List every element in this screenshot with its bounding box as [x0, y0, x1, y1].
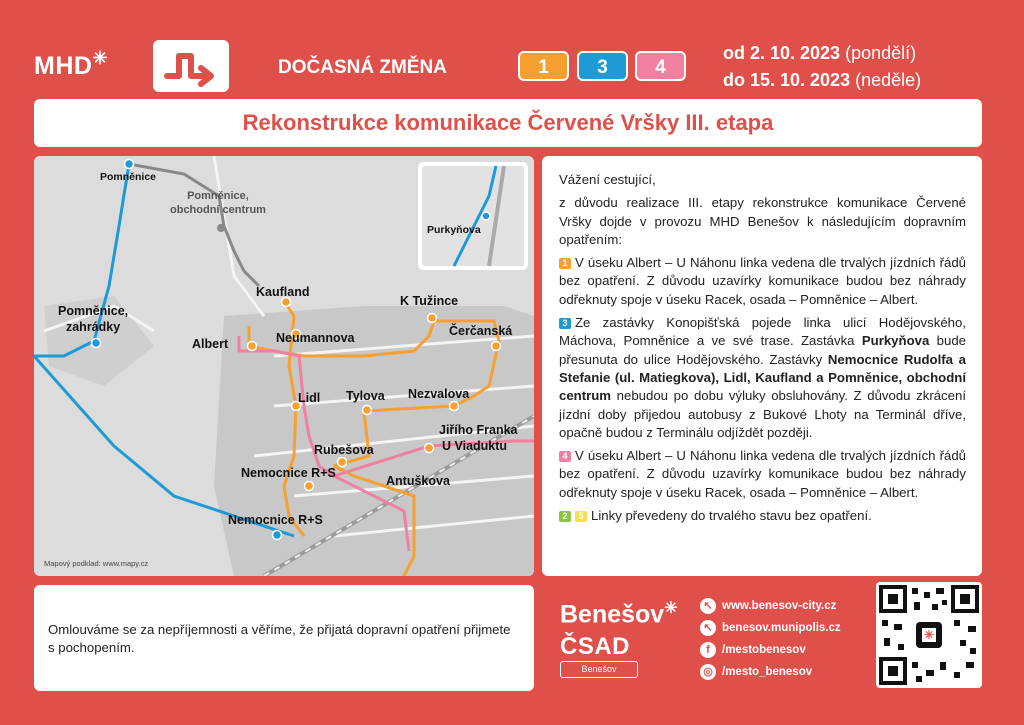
- cursor-icon: ↖: [700, 598, 716, 614]
- mhd-logo: MHD✳: [34, 48, 109, 80]
- map-credit: Mapový podklad: www.mapy.cz: [44, 559, 149, 568]
- apology-text: Omlouváme se za nepříjemnosti a věříme, že přijatá dopravní opatření přijmete s pochopením.: [48, 622, 511, 655]
- date-to: do 15. 10. 2023 (neděle): [723, 70, 922, 90]
- line-badge-1-small: 1: [559, 258, 571, 269]
- map-label-pomnenice: Pomněnice: [100, 171, 157, 183]
- facebook-icon: f: [700, 642, 716, 658]
- map-label-antuskova: Antuškova: [386, 474, 450, 488]
- info-panel: [542, 156, 982, 576]
- temporary-change-title: DOČASNÁ ZMĚNA: [278, 57, 447, 78]
- map-label-lidl: Lidl: [298, 391, 321, 405]
- qr-code-graphic: [876, 582, 982, 688]
- headline: Rekonstrukce komunikace Červené Vršky III. etapa: [34, 99, 982, 147]
- svg-text:✳: ✳: [923, 628, 935, 642]
- map-label-kaufland: Kaufland: [256, 285, 310, 299]
- map-label-pomnenice-oc: Pomněnice, obchodní centrum: [170, 190, 266, 216]
- link-munipolis[interactable]: ↖ benesov.munipolis.cz: [700, 620, 841, 636]
- csad-logo-sub: Benešov: [560, 661, 638, 678]
- map-label-u-viaduktu: U Viaduktu: [442, 439, 508, 453]
- cursor-icon: ↖: [700, 620, 716, 636]
- map-label-neumannova: Neumannova: [276, 331, 355, 345]
- line3-notice: 3 Ze zastávky Konopišťská pojede linka ulicí Hodějovského, Máchova, Pomněnice a ve své trase. Zastávka Purkyňova bude přesunuta do ulice Hodějovského. Zastávky Nemocnice Rudolfa a Stefanie (ul. Matiegkova), Lidl, Kaufland a Pomněnice, obchodní centrum nebudou po dobu výluky obsluhovány. Z důvodu zkrácení jízdní doby přijedou autobusy z Bukové Lhoty na Terminál dříve, opačně budou z Terminálu odjíždět později.: [559, 315, 966, 440]
- detour-sign: [153, 40, 229, 92]
- line-badge-3-small: 3: [559, 318, 571, 329]
- map-label-nemocnice-rs-2: Nemocnice R+S: [228, 513, 323, 527]
- line-badge-4-small: 4: [559, 451, 571, 462]
- link-benesov-city[interactable]: ↖ www.benesov-city.cz: [700, 598, 836, 614]
- map-label-pomnenice-zahradky: Pomněnice, zahrádky: [58, 304, 129, 334]
- line2-5-notice: 2 5 Linky převedeny do trvalého stavu bez opatření.: [559, 507, 966, 525]
- map-label-k-tuzince: K Tužince: [400, 294, 459, 308]
- map-label-cercanska: Čerčanská: [449, 324, 513, 338]
- detour-arrow-icon: [153, 40, 229, 92]
- map-label-rubesova: Rubešova: [314, 443, 374, 457]
- intro-text: z důvodu realizace III. etapy rekonstrukce komunikace Červené Vršky dojde v provozu MHD Benešov k následujícím dopravním opatřením:: [559, 195, 966, 247]
- date-from: od 2. 10. 2023 (pondělí): [723, 43, 917, 63]
- map-label-albert: Albert: [192, 337, 229, 351]
- map-label-tylova: Tylova: [346, 389, 385, 403]
- greeting: Vážení cestující,: [559, 172, 656, 187]
- instagram-icon: ◎: [700, 664, 716, 680]
- benesov-logo: Benešov✳: [560, 600, 678, 629]
- line-badge-2-small: 2: [559, 511, 571, 522]
- line4-notice: 4 V úseku Albert – U Náhonu linka vedena dle trvalých jízdních řádů bez opatření. Z důvodu uzavírky komunikace budou bez náhrady odřeknuty spoje v úseku Racek, osada – Pomněnice – Albert.: [559, 448, 966, 500]
- link-facebook[interactable]: f /mestobenesov: [700, 642, 806, 658]
- csad-logo: ČSAD: [560, 633, 631, 660]
- apology-box: [34, 585, 534, 691]
- line-badge-1: 1: [518, 51, 569, 81]
- map-label-jiriho-franka: Jiřího Franka: [439, 423, 518, 437]
- line-badge-3: 3: [577, 51, 628, 81]
- map-label-nezvalova: Nezvalova: [408, 387, 470, 401]
- validity-dates: [723, 40, 921, 94]
- link-instagram[interactable]: ◎ /mesto_benesov: [700, 664, 812, 680]
- line-badge-4: 4: [635, 51, 686, 81]
- inset-label-purkynova: Purkyňova: [427, 224, 481, 236]
- line-badge-5-small: 5: [575, 511, 587, 522]
- route-map: [34, 156, 534, 576]
- line1-notice: 1 V úseku Albert – U Náhonu linka vedena dle trvalých jízdních řádů bez opatření. Z důvodu uzavírky komunikace budou bez náhrady odřeknuty spoje v úseku Racek, osada – Pomněnice – Albert.: [559, 255, 966, 307]
- qr-code[interactable]: [876, 582, 982, 688]
- map-label-nemocnice-rs-1: Nemocnice R+S: [241, 466, 336, 480]
